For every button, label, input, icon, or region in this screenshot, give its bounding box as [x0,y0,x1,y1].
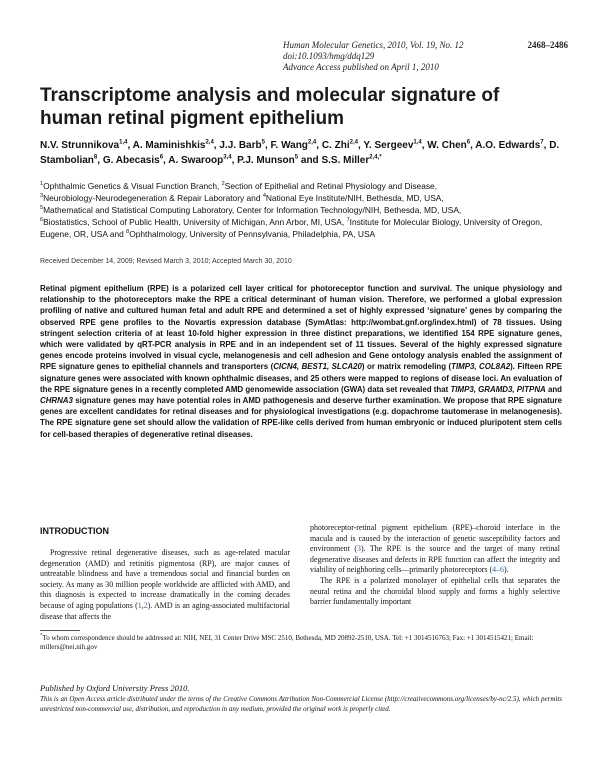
page-range: 2468–2486 [527,40,568,50]
author-separator: , [470,140,476,151]
affiliation-number: 4 [262,193,266,200]
author-name: S.S. Miller [321,155,370,166]
affiliation-number: 2 [221,181,225,188]
affiliations [40,180,560,240]
affiliation-text: Ophthalmology, University of Pennsylvania, Philadelphia, PA, USA [129,229,376,240]
body-text: ). [503,565,509,575]
body-column-left [40,523,290,622]
author-affiliation-mark: 7 [540,139,544,146]
body-text: photoreceptor-retinal pigment epithelium (RPE)–choroid interface in the macula and is caused by the interaction of genetic susceptibility factors and environment ( [310,523,560,554]
author-name: A. Maminishkis [132,140,206,151]
author-separator: , [163,155,169,166]
gene-name: CHRNA3 [40,396,73,406]
affiliation-number: 6 [40,217,44,224]
article-title: Transcriptome analysis and molecular signature of human retinal pigment epithelium [40,85,500,129]
author-list [40,138,560,168]
body-text: ). AMD is an aging-associated multifactorial disease that affects the [40,600,290,621]
footnote-mark: * [40,633,43,639]
gene-name: CICN4, BEST1, SLCA20 [273,362,362,372]
affiliation-number: 5 [40,205,44,212]
author-separator: , [97,155,103,166]
section-heading-introduction: INTRODUCTION [40,526,109,536]
body-text: Progressive retinal degenerative diseases, such as age-related macular degeneration (AMD) and retinitis pigmentosa (RP), are major causes of untreatable blindness and have a tremendous social and financial burden on society. As many as 30 million people worldwide are afflicted with AMD, and this diagnosis is expected to increase dramatically in the coming decades because of aging populations ( [40,548,290,610]
abstract-text: Retinal pigment epithelium (RPE) is a polarized cell layer critical for photoreceptor function and survival. The unique physiology and relationship to the photoreceptors make the RPE a critical determinant of human vision. Therefore, we performed a global expression profiling of native and cultured human fetal and adult RPE and determined a set of highly expressed ‘signature’ genes by comparing the observed RPE gene profiles to the Novartis expression database (SymAtlas: http://wombat.gnf.org/index.html) of 78 tissues. Using stringent selection criteria of at least 10-fold higher expression in three distinct preparations, we identified 154 RPE signature genes, which were validated by qRT-PCR analysis in RPE and in an independent set of 11 tissues. Several of the highly expressed signature genes encode proteins involved in visual cycle, melanogenesis and cell adhesion and Gene ontology analysis enabled the assignment of RPE signature genes to epithelial channels and transporters ( [40,284,562,372]
author-name: C. Zhi [321,140,350,151]
journal-header [283,40,568,73]
affiliation-text: National Eye Institute/NIH, Bethesda, MD, USA, [265,193,444,204]
author-affiliation-mark: 8 [93,154,98,161]
author-name: F. Wang [270,140,308,151]
affiliation-text: Ophthalmic Genetics & Visual Function Branch, [43,181,222,191]
body-text: ). The RPE is the source and the target of many retinal degenerative diseases and defects in RPE function can affect the integrity and viability of neighboring cells—primarily photoreceptors ( [310,544,560,575]
correspondence-footnote [40,634,562,653]
author-separator: , [421,140,428,151]
abstract [40,283,562,440]
author-affiliation-mark: 5 [294,154,299,161]
publisher-line: Published by Oxford University Press 2010. [40,683,190,693]
intro-paragraph-1-continued [310,523,560,576]
abstract-text: and [545,384,562,394]
affiliation-number: 1 [40,181,44,188]
author-affiliation-mark: 1,4 [119,139,128,146]
author-name: A.O. Edwards [475,140,541,151]
body-column-right [310,523,560,608]
author-affiliation-mark: 1,4 [413,139,422,146]
journal-citation: Human Molecular Genetics, 2010, Vol. 19, No. 12 [283,40,464,50]
abstract-text: ). Fifteen RPE signature genes were associated with known ophthalmic diseases, and 25 others were mapped to regions of disease loci. An evaluation of the RPE signature genes in a recently completed AMD genomewide association (GWA) data set revealed that [40,362,563,394]
reference-link[interactable]: 4–6 [492,565,504,575]
author-separator: , [127,140,133,151]
received-dates: Received December 14, 2009; Revised March 3, 2010; Accepted March 30, 2010 [40,258,292,265]
reference-link[interactable]: 2 [143,600,148,610]
author-separator: and [298,155,322,166]
author-separator: , [316,140,322,151]
author-separator: , [231,155,238,166]
intro-paragraph-2: The RPE is a polarized monolayer of epithelial cells that separates the neural retina and the choroidal blood supply and forms a highly selective barrier fundamentally important [310,575,560,607]
author-name: D. Stambolian [40,140,560,166]
affiliation-text: Biostatistics, School of Public Health, University of Michigan, Ann Arbor, MI, USA, [43,217,347,228]
author-separator: , [357,140,364,151]
reference-link[interactable]: 1 [137,600,142,610]
reference-link[interactable]: 3 [357,544,361,554]
author-affiliation-mark: 6 [466,139,471,146]
author-affiliation-mark: 2,4 [349,139,358,146]
gene-name: TIMP3, GRAMD3, PITPNA [450,384,546,394]
abstract-text: ) or matrix remodeling ( [361,362,452,372]
doi: doi:10.1093/hmg/ddq129 [283,51,375,61]
footnote-divider [40,630,80,631]
gene-name: TIMP3, COL8A2 [451,362,511,372]
affiliation-number: 3 [40,193,44,200]
author-separator: , [543,140,550,151]
author-name: Y. Sergeev [363,140,414,151]
footnote-text: To whom correspondence should be addressed at: NIH, NEI, 31 Center Drive MSC 2510, Bethesda, MD 20892-2510, USA. Tel: +1 3014516763; Fax: +1 3014515421; Email: millers@nei.nih.gov [40,634,534,652]
affiliation-number: 8 [126,229,130,236]
author-name: A. Swaroop [168,155,224,166]
advance-access: Advance Access published on April 1, 2010 [283,62,439,72]
abstract-text: signature genes may have potential roles in AMD pathogenesis and deserve further examination. We propose that RPE signature genes are excellent candidates for retinal diseases and for physiological investigations (e.g. dopachrome tautomerase in melanogenesis). The RPE signature gene set should allow the validation of RPE-like cells derived from human embryonic or induced pluripotent stem cells for cell-based therapies of degenerative retinal diseases. [40,396,562,439]
license-statement: This is an Open Access article distributed under the terms of the Creative Commons Attribution Non-Commercial License (http://creativecommons.org/licenses/by-nc/2.5), which permits unrestricted non-commercial use, distribution, and reproduction in any medium, provided the original work is properly cited. [40,695,562,713]
affiliation-text: Institute for Molecular Biology, University of Oregon, Eugene, OR, USA and [40,217,543,240]
author-separator: , [213,140,220,151]
author-affiliation-mark: 3,4 [223,154,232,161]
author-name: W. Chen [427,140,467,151]
author-name: J.J. Barb [219,140,262,151]
affiliation-text: Mathematical and Statistical Computing Laboratory, Center for Information Technology/NIH, Bethesda, MD, USA, [43,205,462,216]
author-separator: , [264,140,271,151]
author-name: G. Abecasis [102,155,160,166]
author-affiliation-mark: 2,4,* [369,154,382,161]
author-name: N.V. Strunnikova [40,140,120,151]
intro-paragraph-1 [40,548,290,622]
affiliation-number: 7 [346,217,350,224]
author-affiliation-mark: 5 [261,139,265,146]
body-text: , [141,600,144,610]
affiliation-text: Neurobiology-Neurodegeneration & Repair Laboratory and [43,193,263,204]
author-affiliation-mark: 2,4 [205,139,214,146]
author-affiliation-mark: 6 [159,154,164,161]
affiliation-text: Section of Epithelial and Retinal Physiology and Disease, [224,181,438,191]
author-affiliation-mark: 2,4 [307,139,317,146]
author-name: P.J. Munson [237,155,295,166]
